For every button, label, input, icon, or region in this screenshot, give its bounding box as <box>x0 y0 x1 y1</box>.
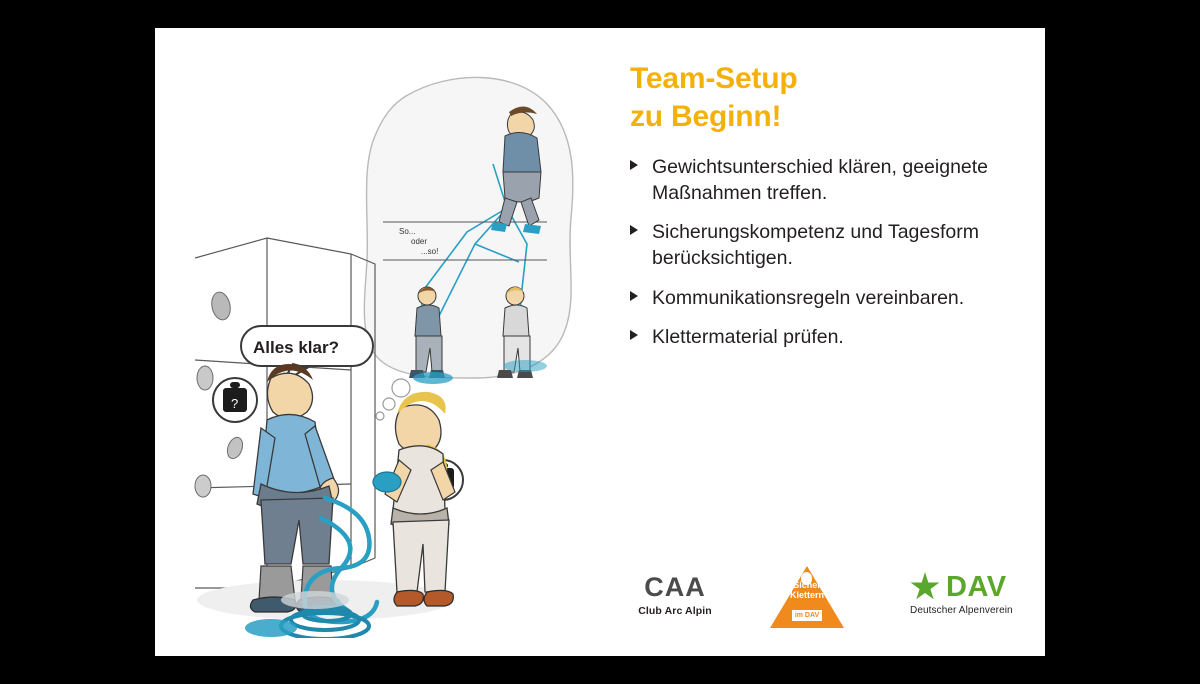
caa-mark-icon: CAA <box>644 572 706 602</box>
logo-bar <box>625 566 1025 636</box>
sk-line-1: Sicher <box>793 580 821 590</box>
logo-club-arc-alpin <box>625 574 725 617</box>
svg-text:Alles klar?: Alles klar? <box>253 338 339 357</box>
bullet-text: Kommunikationsregeln vereinbaren. <box>652 286 965 309</box>
belay-device <box>373 472 401 492</box>
edelweiss-star-icon <box>910 572 940 602</box>
page-title <box>630 60 1020 137</box>
inset-rope-coil-b <box>503 360 547 372</box>
ground-shade <box>281 591 349 609</box>
triangle-bullet-icon <box>630 330 638 340</box>
list-item <box>630 286 1020 312</box>
triangle-bullet-icon <box>630 225 638 235</box>
triangle-bullet-icon <box>630 160 638 170</box>
dav-wordmark: DAV <box>946 570 1007 603</box>
sk-sub-label: im DAV <box>792 610 822 621</box>
svg-text:?: ? <box>231 396 239 411</box>
sk-label <box>777 580 837 600</box>
slide-canvas <box>155 28 1045 656</box>
list-item <box>630 155 1020 206</box>
sk-line-2: Klettern <box>789 590 824 601</box>
bullet-text: Sicherungskompetenz und Tagesform berücksichtigen. <box>652 221 979 269</box>
bullet-text: Klettermaterial prüfen. <box>652 326 844 349</box>
bullet-list <box>630 155 1020 351</box>
title-line-1: Team-Setup <box>630 62 798 95</box>
svg-text:So...: So... <box>399 227 416 236</box>
svg-text:oder: oder <box>411 237 428 246</box>
climbing-illustration <box>175 48 625 638</box>
inset-rope-coil-a <box>413 372 453 384</box>
inset-panel <box>364 77 573 378</box>
climber-female <box>373 392 455 606</box>
list-item <box>630 325 1020 351</box>
svg-text:...so!: ...so! <box>421 247 439 256</box>
bullet-text: Gewichtsunterschied klären, geeignete Maßnahmen treffen. <box>652 155 989 204</box>
content-column <box>630 60 1020 365</box>
logo-sicher-klettern <box>770 566 844 630</box>
list-item <box>630 220 1020 271</box>
caa-label: Club Arc Alpin <box>638 605 712 617</box>
rope-coil-small <box>245 619 297 637</box>
title-line-2: zu Beginn! <box>630 100 782 134</box>
dav-sub-label: Deutscher Alpenverein <box>910 605 1013 616</box>
weight-badge-left <box>213 378 257 422</box>
logo-dav <box>910 572 1025 616</box>
triangle-bullet-icon <box>630 291 638 301</box>
climber-male <box>250 364 340 612</box>
